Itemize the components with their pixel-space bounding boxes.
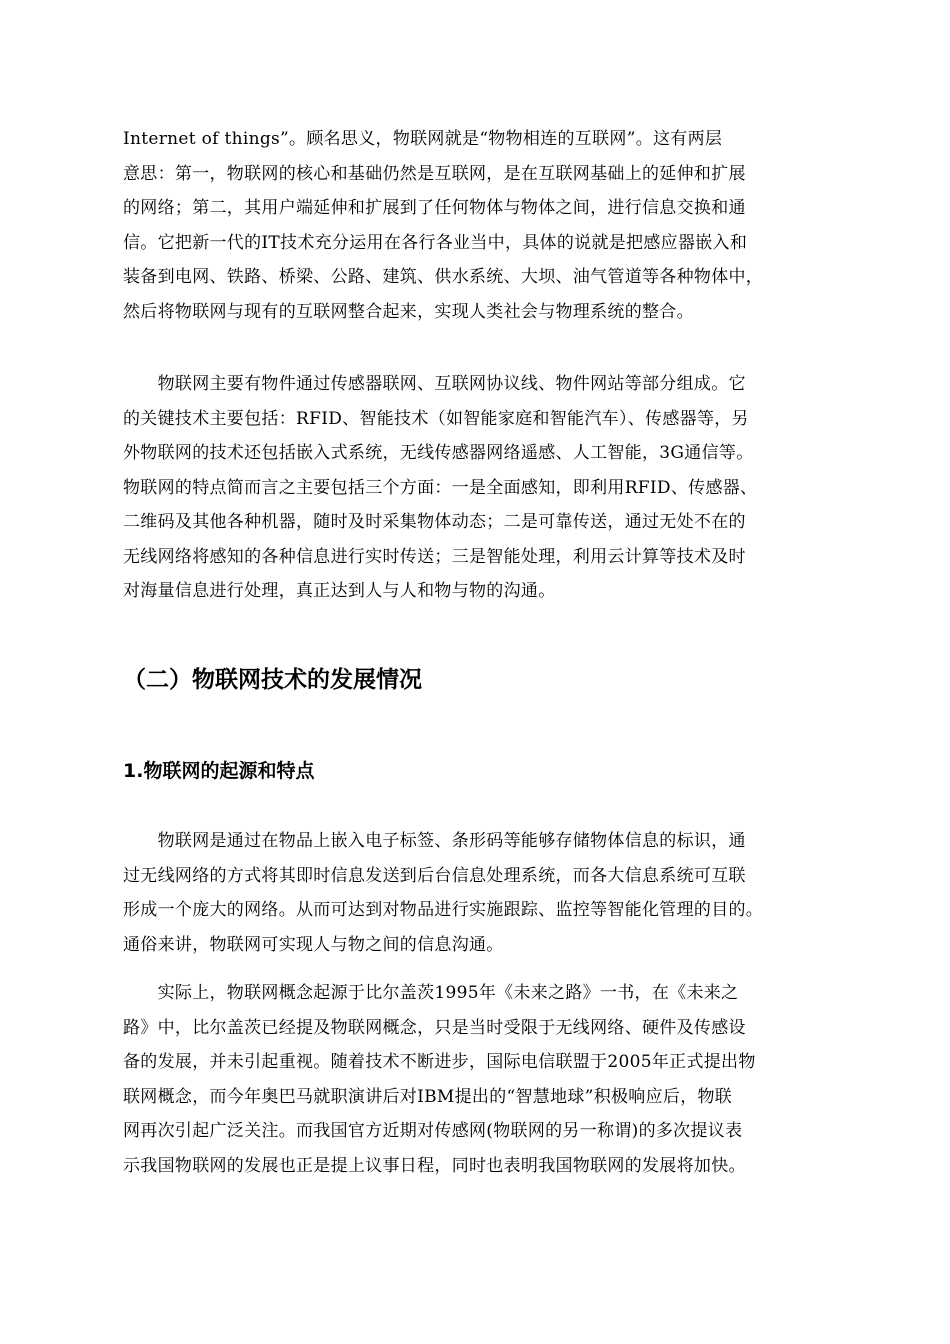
paragraph-2 <box>123 367 828 609</box>
paragraph-line: 通俗来讲，物联网可实现人与物之间的信息沟通。 <box>123 934 504 955</box>
paragraph-line: 物联网主要有物件通过传感器联网、互联网协议线、物件网站等部分组成。它 <box>123 374 746 394</box>
paragraph-line: 的网络；第二，其用户端延伸和扩展到了任何物体与物体之间，进行信息交换和通 <box>123 198 746 218</box>
paragraph-3 <box>123 824 828 962</box>
paragraph-line: 网再次引起广泛关注。而我国官方近期对传感网(物联网的另一称谓)的多次提议表 <box>123 1121 743 1141</box>
paragraph-line: 然后将物联网与现有的互联网整合起来，实现人类社会与物理系统的整合。 <box>123 301 694 322</box>
paragraph-line: 意思：第一，物联网的核心和基础仍然是互联网，是在互联网基础上的延伸和扩展 <box>123 163 746 184</box>
paragraph-line: 装备到电网、铁路、桥梁、公路、建筑、供水系统、大坝、油气管道等各种物体中， <box>123 267 764 287</box>
paragraph-line: 的关键技术主要包括：RFID、智能技术（如智能家庭和智能汽车）、传感器等，另 <box>123 408 749 429</box>
paragraph-line: 过无线网络的方式将其即时信息发送到后台信息处理系统，而各大信息系统可互联 <box>123 865 746 886</box>
paragraph-line: 无线网络将感知的各种信息进行实时传送；三是智能处理，利用云计算等技术及时 <box>123 546 746 567</box>
paragraph-line: 示我国物联网的发展也正是提上议事日程，同时也表明我国物联网的发展将加快。 <box>123 1155 746 1176</box>
paragraph-1 <box>123 122 828 329</box>
section-heading: （二）物联网技术的发展情况 <box>123 667 422 693</box>
paragraph-line: 对海量信息进行处理，真正达到人与人和物与物的沟通。 <box>123 581 556 601</box>
paragraph-line: 形成一个庞大的网络。从而可达到对物品进行实施跟踪、监控等智能化管理的目的。 <box>123 900 764 920</box>
paragraph-4 <box>123 976 828 1183</box>
paragraph-line: 外物联网的技术还包括嵌入式系统，无线传感器网络遥感、人工智能，3G通信等。 <box>123 443 754 463</box>
paragraph-line: 信。它把新一代的IT技术充分运用在各行各业当中，具体的说就是把感应器嵌入和 <box>123 232 748 253</box>
paragraph-line: 二维码及其他各种机器，随时及时采集物体动态；二是可靠传送，通过无处不在的 <box>123 512 746 532</box>
paragraph-line: Internet of things”。顾名思义，物联网就是“物物相连的互联网”。这有两层 <box>123 129 723 149</box>
paragraph-line: 物联网是通过在物品上嵌入电子标签、条形码等能够存储物体信息的标识，通 <box>123 831 746 851</box>
paragraph-line: 路》中，比尔盖茨已经提及物联网概念，只是当时受限于无线网络、硬件及传感设 <box>123 1017 746 1038</box>
paragraph-line: 物联网的特点简而言之主要包括三个方面：一是全面感知，即利用RFID、传感器、 <box>123 477 758 498</box>
paragraph-line: 联网概念，而今年奥巴马就职演讲后对IBM提出的“智慧地球”积极响应后，物联 <box>123 1086 733 1107</box>
paragraph-line: 实际上，物联网概念起源于比尔盖茨1995年《未来之路》一书，在《未来之 <box>123 983 739 1003</box>
subsection-heading: 1.物联网的起源和特点 <box>123 760 315 782</box>
paragraph-line: 备的发展，并未引起重视。随着技术不断进步，国际电信联盟于2005年正式提出物 <box>123 1052 756 1072</box>
